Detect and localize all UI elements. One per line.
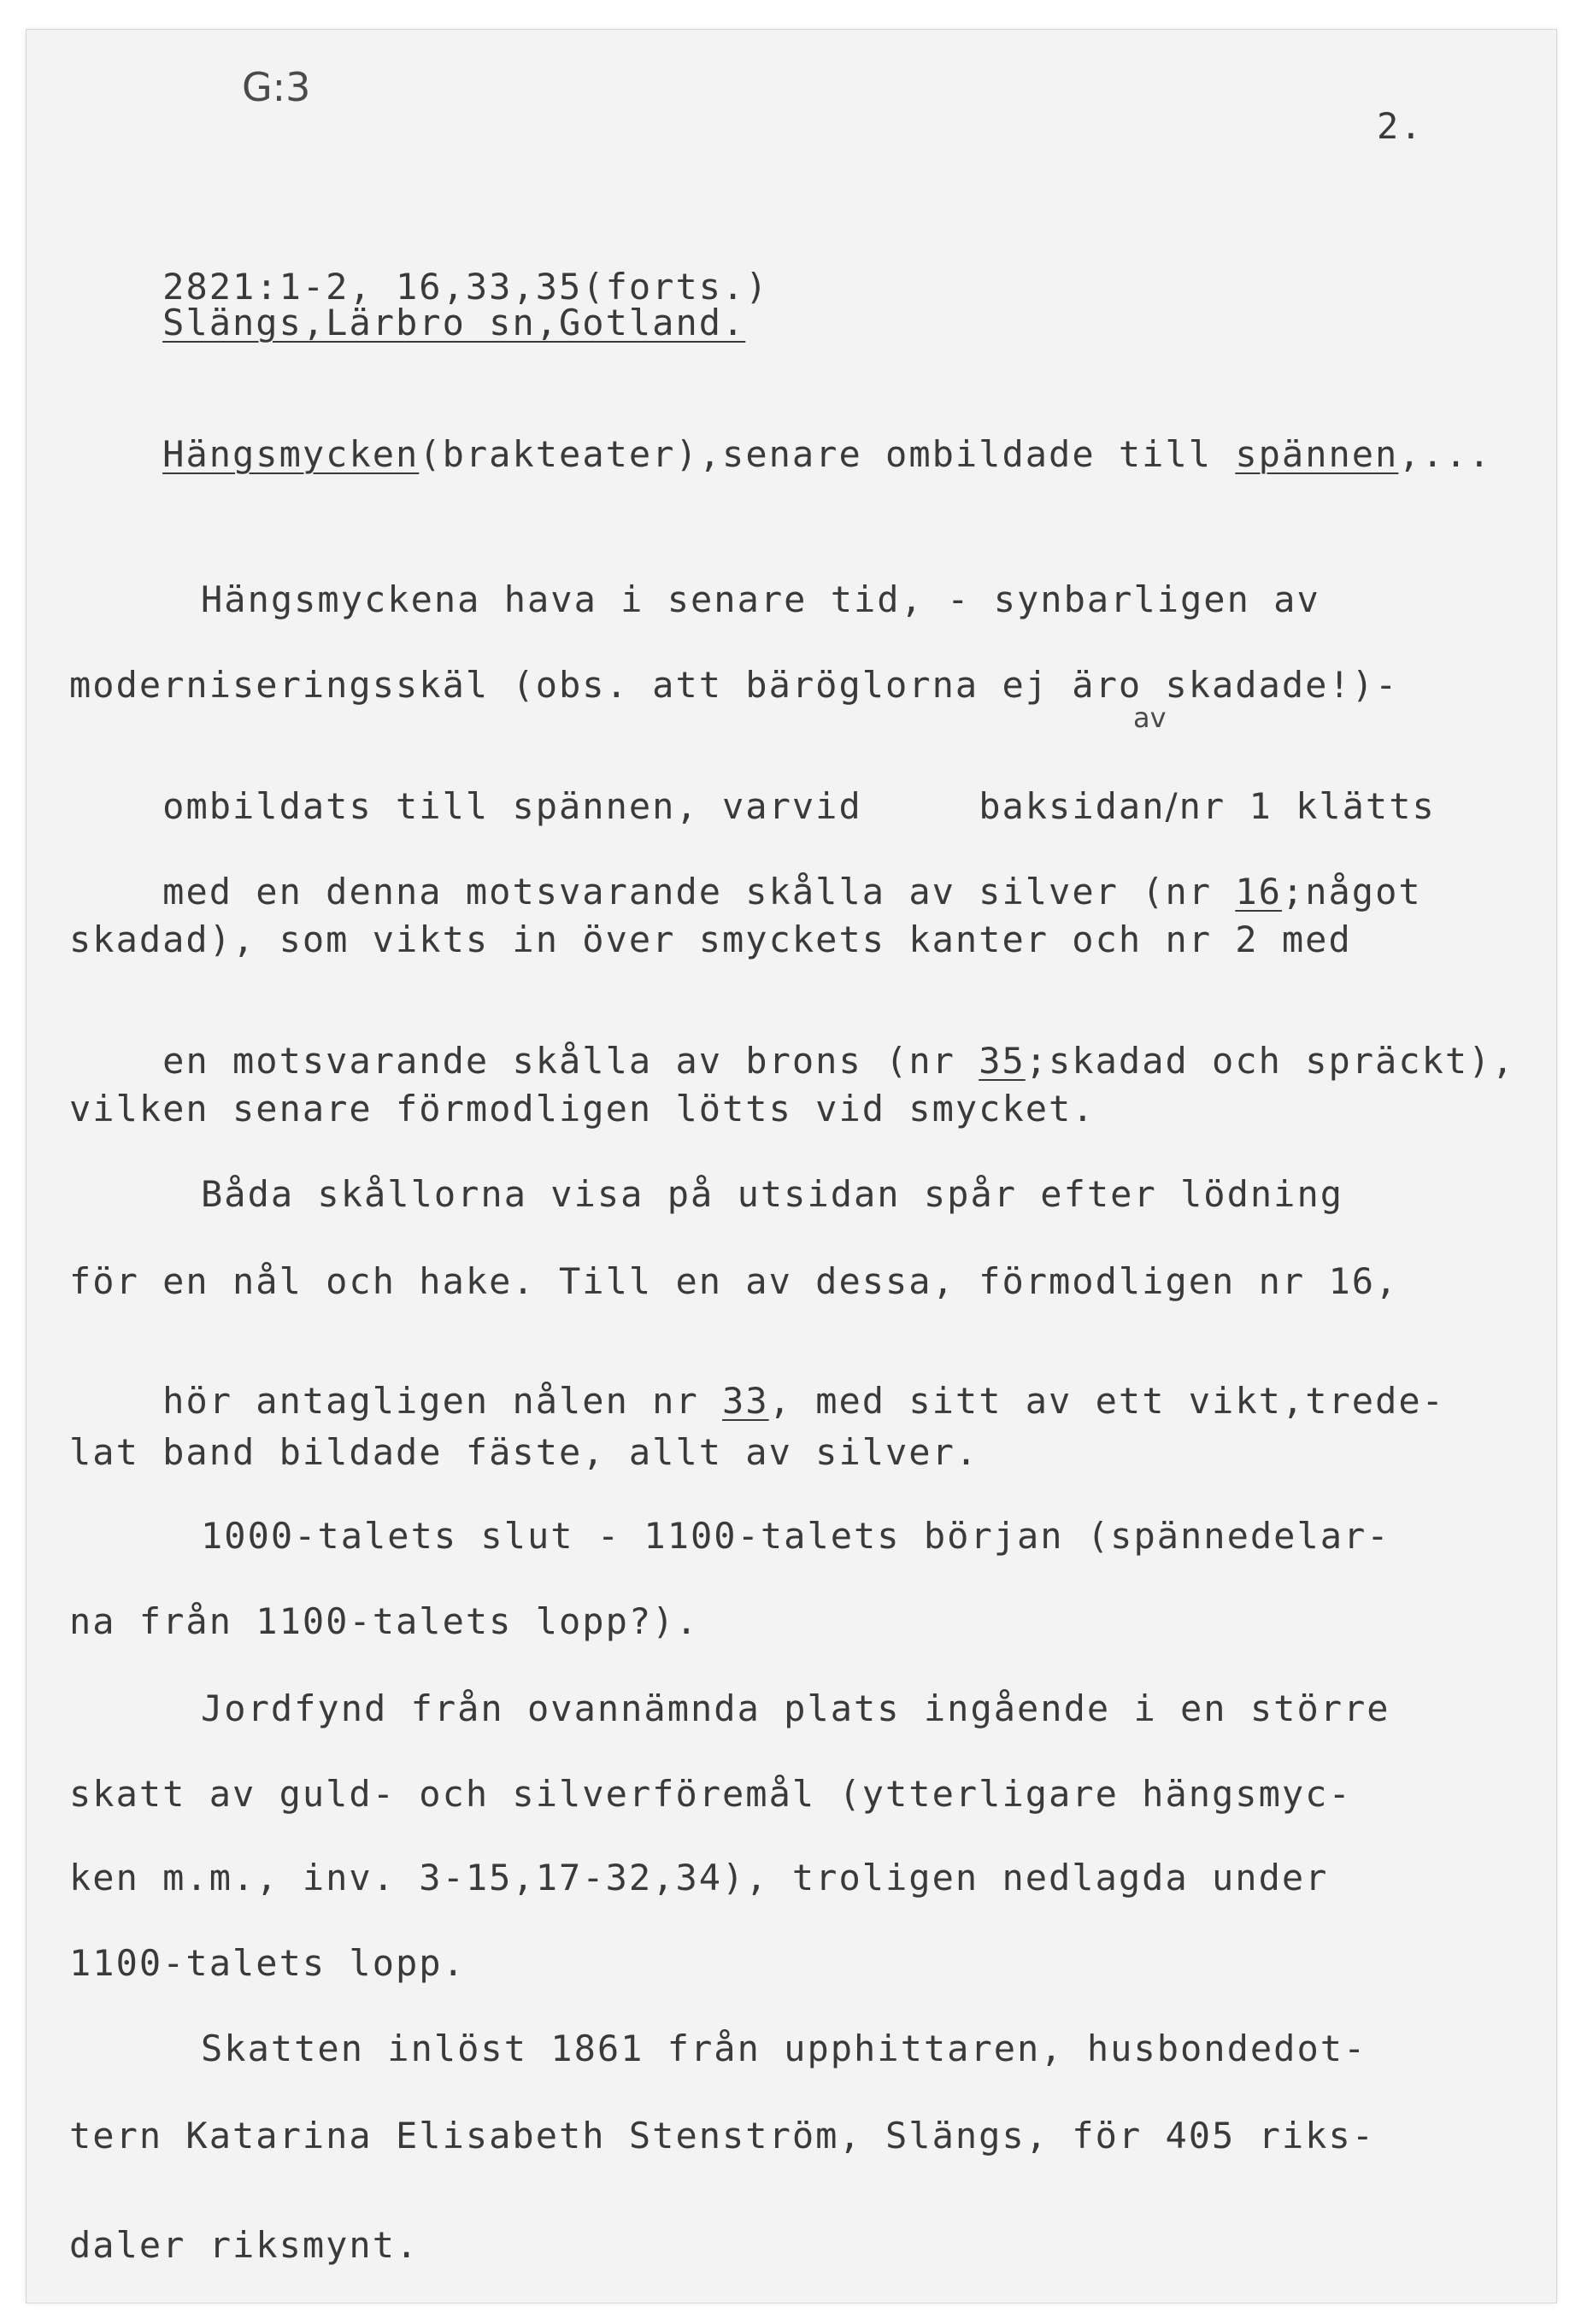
body-line: Jordfynd från ovannämnda plats ingående i en större (201, 1687, 1390, 1729)
catalog-number: 2821:1-2, 16,33,35(forts.) (162, 266, 769, 308)
body-line: vilken senare förmodligen lötts vid smycket. (69, 1088, 1096, 1130)
body-line: en motsvarande skålla av brons (nr 35;skadad och spräckt), (162, 1040, 1515, 1082)
body-line: 1000-talets slut - 1100-talets början (spännedelar- (201, 1515, 1390, 1557)
object-type-word: Hängsmycken (162, 433, 420, 475)
body-line: med en denna motsvarande skålla av silver (nr 16;något (162, 871, 1422, 913)
reference-number: 16 (1235, 871, 1282, 913)
body-line: ken m.m., inv. 3-15,17-32,34), troligen nedlagda under (69, 1857, 1329, 1899)
body-line: Skatten inlöst 1861 från upphittaren, husbondedot- (201, 2028, 1367, 2069)
body-line: för en nål och hake. Till en av dessa, förmodligen nr 16, (69, 1260, 1399, 1302)
body-line: na från 1100-talets lopp?). (69, 1600, 699, 1642)
reference-number: 35 (979, 1040, 1026, 1082)
body-line: lat band bildade fäste, allt av silver. (69, 1431, 979, 1473)
body-line: daler riksmynt. (69, 2224, 420, 2266)
handwritten-insert: av (1133, 701, 1167, 734)
body-line: skatt av guld- och silverföremål (ytterligare hängsmyc- (69, 1773, 1352, 1815)
body-line: tern Katarina Elisabeth Stenström, Slängs, för 405 riks- (69, 2115, 1376, 2157)
object-ellipsis: ,... (1398, 433, 1492, 475)
reference-number: 33 (722, 1380, 769, 1422)
archive-mark: G:3 (242, 64, 311, 110)
object-description: (brakteater),senare ombildade till (419, 433, 1213, 475)
body-line: moderniseringsskäl (obs. att bäröglorna ej äro skadade!)- (69, 664, 1399, 706)
page-number: 2. (1377, 105, 1424, 147)
site-name: Slängs,Lärbro sn,Gotland. (162, 302, 746, 343)
body-line: skadad), som vikts in över smyckets kanter och nr 2 med (69, 918, 1352, 960)
object-type-word-2: spännen (1235, 433, 1399, 475)
body-line: ombildats till spännen, varvid baksidan/nr 1 klätts (162, 785, 1436, 827)
object-line (69, 401, 1492, 508)
body-line: Båda skållorna visa på utsidan spår efter lödning (201, 1173, 1344, 1215)
body-line: hör antagligen nålen nr 33, med sitt av ett vikt,trede- (162, 1380, 1445, 1422)
body-line: 1100-talets lopp. (69, 1942, 466, 1984)
body-line: Hängsmyckena hava i senare tid, - synbarligen av (201, 578, 1320, 620)
heading-line (69, 233, 769, 377)
index-card (26, 29, 1557, 2303)
